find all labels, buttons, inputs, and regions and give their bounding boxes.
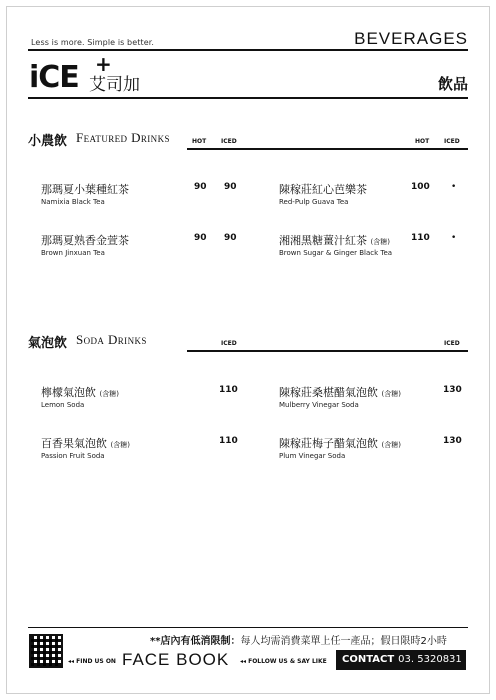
- logo-text: iCE: [29, 60, 79, 95]
- item-name-group: [41, 435, 130, 451]
- list-item: [41, 232, 251, 262]
- list-item: [279, 384, 489, 414]
- item-name: 那瑪夏熟香金萱茶: [41, 234, 129, 247]
- item-name: 陳稼莊紅心芭樂茶: [279, 183, 367, 196]
- item-name-group: [279, 232, 390, 248]
- item-note: (含糖): [370, 238, 390, 246]
- list-item: [279, 232, 489, 262]
- item-english-name: Brown Sugar & Ginger Black Tea: [279, 249, 393, 257]
- item-price-iced: 90: [224, 233, 237, 243]
- facebook-label: FACE BOOK: [122, 650, 230, 669]
- find-us-label: ◂◂ FIND US ON: [68, 658, 116, 665]
- list-item: [41, 384, 251, 414]
- item-english-name: Red-Pulp Guava Tea: [279, 198, 349, 206]
- contact-number: 03. 5320831: [398, 654, 462, 665]
- item-name-group: [279, 435, 401, 451]
- item-price-iced: •: [451, 182, 457, 192]
- soda-section-header: [28, 330, 468, 352]
- featured-col-iced-right: ICED: [444, 138, 460, 145]
- item-name-group: [41, 384, 119, 400]
- item-note: (含糖): [99, 390, 119, 398]
- list-item: [41, 181, 251, 211]
- list-item: [279, 181, 489, 211]
- item-price-iced: •: [451, 233, 457, 243]
- qr-code-icon: [29, 634, 63, 668]
- item-name: 陳稼莊梅子醋氣泡飲: [279, 437, 378, 450]
- follow-us-label: ◂◂ FOLLOW US & SAY LIKE: [240, 658, 327, 665]
- page-title: BEVERAGES: [354, 29, 468, 48]
- list-item: [41, 435, 251, 465]
- soda-col-iced-right: ICED: [444, 340, 460, 347]
- minimum-charge-notice: [150, 632, 447, 647]
- logo-plus-icon: +: [95, 52, 112, 76]
- logo-chinese-name: 艾司加: [89, 75, 140, 95]
- list-item: [279, 435, 489, 465]
- item-english-name: Lemon Soda: [41, 401, 85, 409]
- item-name: 陳稼莊桑椹醋氣泡飲: [279, 386, 378, 399]
- item-price-iced: 110: [219, 436, 238, 446]
- item-english-name: Brown Jinxuan Tea: [41, 249, 105, 257]
- featured-title-cn: 小農飲: [28, 134, 68, 149]
- notice-bold: **店內有低消限制：: [150, 636, 241, 647]
- item-price-hot: 110: [411, 233, 430, 243]
- item-name: 百香果氣泡飲: [41, 437, 107, 450]
- item-name: 那瑪夏小葉種紅茶: [41, 183, 129, 196]
- item-price-iced: 90: [224, 182, 237, 192]
- featured-col-iced-left: ICED: [221, 138, 237, 145]
- item-name: 檸檬氣泡飲: [41, 386, 96, 399]
- featured-col-hot-left: HOT: [192, 138, 207, 145]
- item-english-name: Plum Vinegar Soda: [279, 452, 346, 460]
- notice-text: 每人均需消費菜單上任一產品；假日限時2小時: [240, 636, 447, 647]
- soda-header-rule: [187, 350, 468, 352]
- item-note: (含糖): [110, 441, 130, 449]
- featured-header-rule: [187, 148, 468, 150]
- drinks-chinese-title: 飲品: [437, 75, 468, 93]
- item-note: (含糖): [381, 390, 401, 398]
- item-name-group: [279, 384, 401, 400]
- brand-logo: [29, 52, 149, 98]
- featured-col-hot-right: HOT: [415, 138, 430, 145]
- soda-col-iced-left: ICED: [221, 340, 237, 347]
- item-english-name: Passion Fruit Soda: [41, 452, 105, 460]
- item-english-name: Mulberry Vinegar Soda: [279, 401, 359, 409]
- logo-divider: [28, 97, 468, 99]
- footer-divider: [28, 627, 468, 628]
- item-price-hot: 100: [411, 182, 430, 192]
- tagline: Less is more. Simple is better.: [31, 38, 155, 47]
- item-price-iced: 110: [219, 385, 238, 395]
- featured-title-en: Featured Drinks: [76, 130, 170, 145]
- item-english-name: Namixia Black Tea: [41, 198, 105, 206]
- item-price-iced: 130: [443, 436, 462, 446]
- item-price-hot: 90: [194, 182, 207, 192]
- item-price-hot: 90: [194, 233, 207, 243]
- contact-label: CONTACT: [342, 654, 395, 665]
- featured-section-header: [28, 128, 468, 150]
- contact-box: [336, 650, 466, 670]
- soda-title-cn: 氣泡飲: [28, 336, 68, 351]
- item-name: 湘湘黑糖薑汁紅茶: [279, 234, 367, 247]
- item-note: (含糖): [381, 441, 401, 449]
- soda-title-en: Soda Drinks: [76, 332, 147, 347]
- item-price-iced: 130: [443, 385, 462, 395]
- top-divider: [28, 49, 468, 51]
